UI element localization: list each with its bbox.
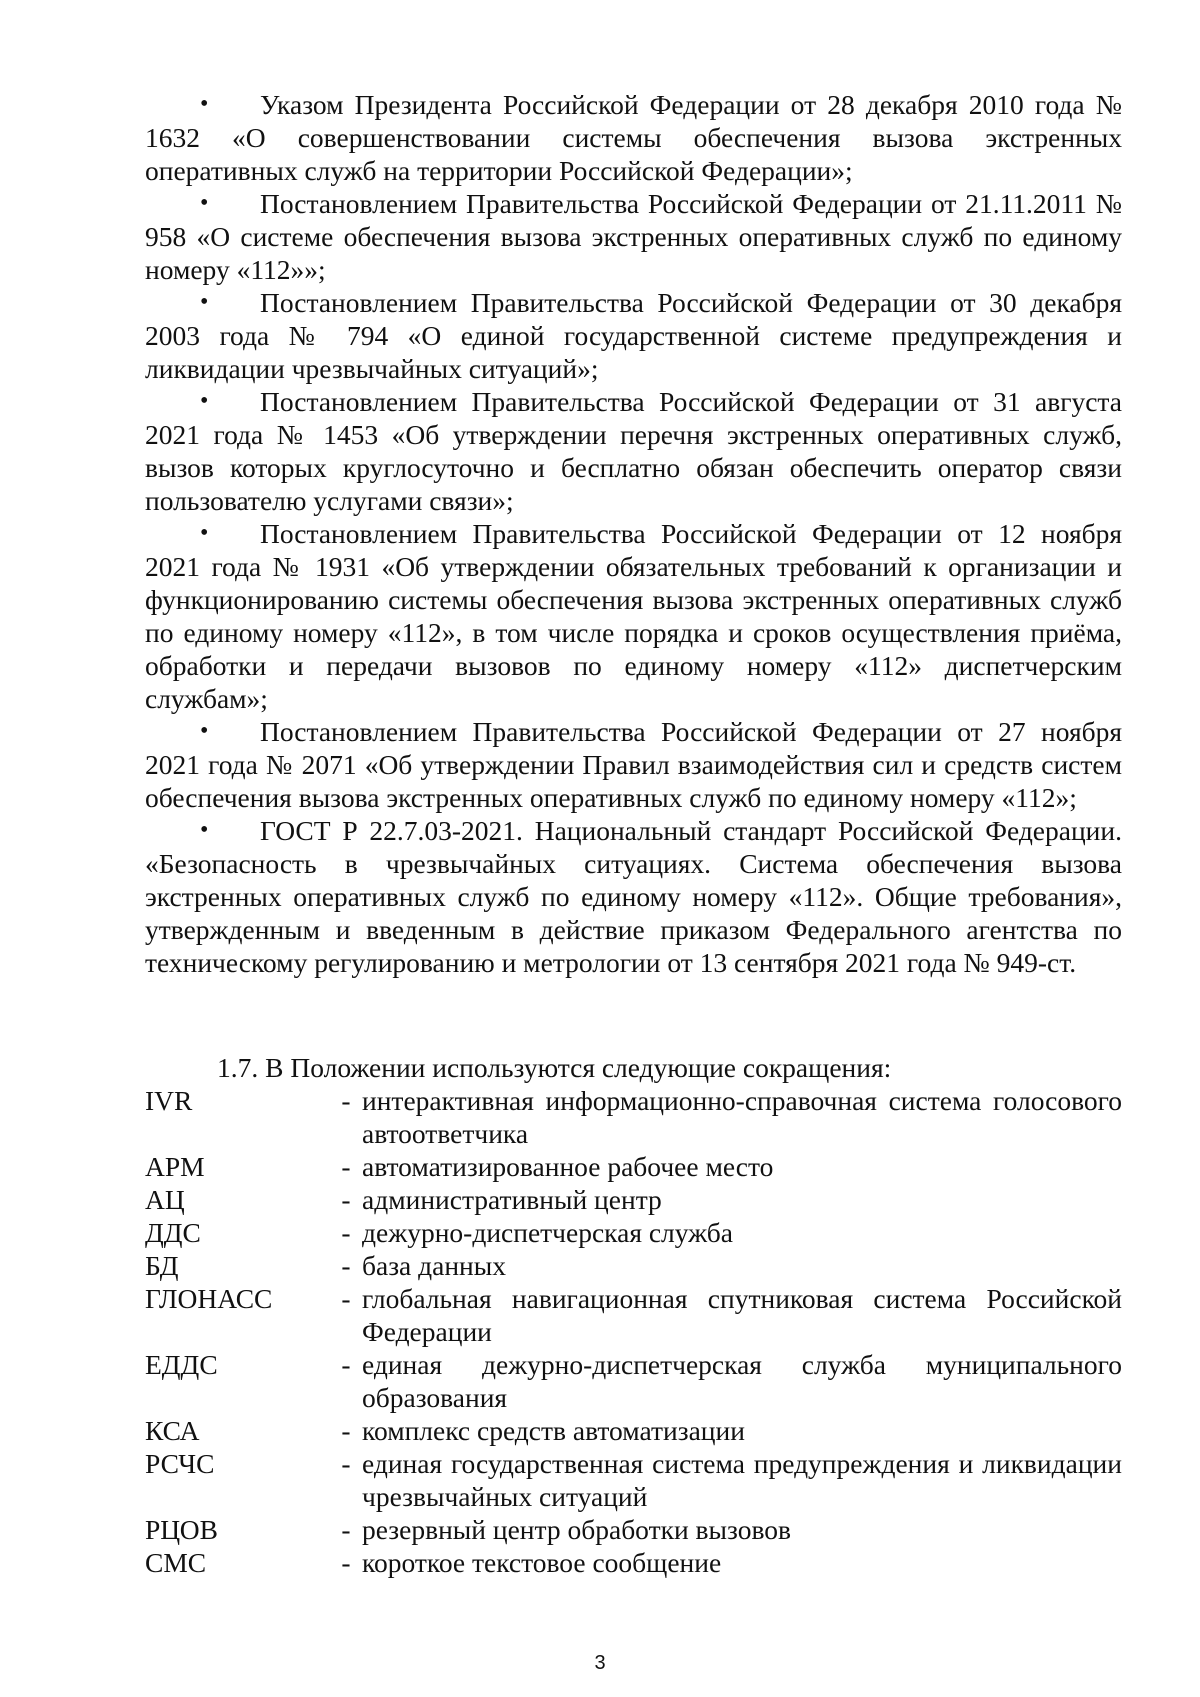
bullet-icon: • xyxy=(200,289,209,315)
abbreviation-definition: резервный центр обработки вызовов xyxy=(362,1514,791,1545)
bullet-icon: • xyxy=(200,388,209,414)
bullet-icon: • xyxy=(200,190,209,216)
abbreviation-definition: административный центр xyxy=(362,1184,662,1215)
abbreviation-definition: единая государственная система предупреждения и ликвидации чрезвычайных ситуаций xyxy=(362,1448,1122,1512)
bullet-icon: • xyxy=(200,718,209,744)
list-item-text: Постановлением Правительства Российской Федерации от 30 декабря 2003 года № 794 «О единой государственной системе предупреждения и ликвидации чрезвычайных ситуаций»; xyxy=(145,287,1122,384)
abbreviation-row xyxy=(145,1216,1122,1249)
abbreviation-row xyxy=(145,1447,1122,1513)
abbreviation-row xyxy=(145,1348,1122,1414)
list-item-text: Постановлением Правительства Российской Федерации от 31 августа 2021 года № 1453 «Об утверждении перечня экстренных оперативных служб, вызов которых круглосуточно и бесплатно обязан обеспечить оператор связи пользователю услугами связи»; xyxy=(145,386,1122,516)
abbreviation-term: IVR xyxy=(145,1085,193,1116)
list-item xyxy=(145,715,1122,814)
bullet-icon: • xyxy=(200,520,209,546)
list-item xyxy=(145,814,1122,979)
bullet-icon: • xyxy=(200,91,209,117)
abbreviation-row xyxy=(145,1282,1122,1348)
dash-separator: - xyxy=(341,1514,351,1545)
list-item-text: Постановлением Правительства Российской Федерации от 21.11.2011 № 958 «О системе обеспечения вызова экстренных оперативных служб по единому номеру «112»»; xyxy=(145,188,1122,285)
abbreviation-definition: глобальная навигационная спутниковая система Российской Федерации xyxy=(362,1283,1122,1347)
abbreviation-term: РСЧС xyxy=(145,1448,215,1479)
abbreviation-term: РЦОВ xyxy=(145,1514,218,1545)
dash-separator: - xyxy=(341,1415,351,1446)
list-item xyxy=(145,88,1122,187)
abbreviation-definition: единая дежурно-диспетчерская служба муниципального образования xyxy=(362,1349,1122,1413)
dash-separator: - xyxy=(341,1283,351,1314)
abbreviations-list xyxy=(145,1084,1122,1579)
list-item-text: Постановлением Правительства Российской Федерации от 27 ноября 2021 года № 2071 «Об утверждении Правил взаимодействия сил и средств систем обеспечения вызова экстренных оперативных служб по единому номеру «112»; xyxy=(145,716,1122,813)
dash-separator: - xyxy=(341,1250,351,1281)
abbreviation-row xyxy=(145,1084,1122,1150)
abbreviation-row xyxy=(145,1150,1122,1183)
abbreviation-term: ДДС xyxy=(145,1217,201,1248)
list-item xyxy=(145,286,1122,385)
abbreviation-term: ГЛОНАСС xyxy=(145,1283,273,1314)
list-item-text: Постановлением Правительства Российской Федерации от 12 ноября 2021 года № 1931 «Об утверждении обязательных требований к организации и функционированию системы обеспечения вызова экстренных оперативных служб по единому номеру «112», в том числе порядка и сроков осуществления приёма, обработки и передачи вызовов по единому номеру «112» диспетчерским службам»; xyxy=(145,518,1122,714)
abbreviation-row xyxy=(145,1513,1122,1546)
abbreviation-definition: дежурно-диспетчерская служба xyxy=(362,1217,733,1248)
abbreviation-definition: короткое текстовое сообщение xyxy=(362,1547,722,1578)
page-number: 3 xyxy=(594,1652,606,1674)
abbreviation-term: АРМ xyxy=(145,1151,205,1182)
dash-separator: - xyxy=(341,1547,351,1578)
list-item-text: ГОСТ Р 22.7.03-2021. Национальный стандарт Российской Федерации. «Безопасность в чрезвычайных ситуациях. Система обеспечения вызова экстренных оперативных служб по единому номеру «112». Общие требования», утвержденным и введенным в действие приказом Федерального агентства по техническому регулированию и метрологии от 13 сентября 2021 года № 949-ст. xyxy=(145,815,1122,978)
abbreviation-term: БД xyxy=(145,1250,179,1281)
abbreviation-row xyxy=(145,1546,1122,1579)
dash-separator: - xyxy=(341,1448,351,1479)
bullet-icon: • xyxy=(200,817,209,843)
abbreviation-term: СМС xyxy=(145,1547,207,1578)
dash-separator: - xyxy=(341,1151,351,1182)
dash-separator: - xyxy=(341,1349,351,1380)
abbreviation-term: КСА xyxy=(145,1415,200,1446)
list-item-text: Указом Президента Российской Федерации от 28 декабря 2010 года № 1632 «О совершенствовании системы обеспечения вызова экстренных оперативных служб на территории Российской Федерации»; xyxy=(145,89,1122,186)
abbreviation-definition: интерактивная информационно-справочная система голосового автоответчика xyxy=(362,1085,1122,1149)
abbreviation-term: ЕДДС xyxy=(145,1349,218,1380)
dash-separator: - xyxy=(341,1184,351,1215)
abbreviation-row xyxy=(145,1183,1122,1216)
abbreviation-definition: база данных xyxy=(362,1250,506,1281)
dash-separator: - xyxy=(341,1217,351,1248)
list-item xyxy=(145,187,1122,286)
list-item xyxy=(145,385,1122,517)
abbreviation-term: АЦ xyxy=(145,1184,185,1215)
abbreviations-intro: 1.7. В Положении используются следующие сокращения: xyxy=(217,1052,892,1083)
list-item xyxy=(145,517,1122,715)
abbreviation-row xyxy=(145,1249,1122,1282)
abbreviation-definition: автоматизированное рабочее место xyxy=(362,1151,774,1182)
abbreviation-row xyxy=(145,1414,1122,1447)
dash-separator: - xyxy=(341,1085,351,1116)
abbreviation-definition: комплекс средств автоматизации xyxy=(362,1415,745,1446)
legal-basis-list xyxy=(145,88,1122,979)
